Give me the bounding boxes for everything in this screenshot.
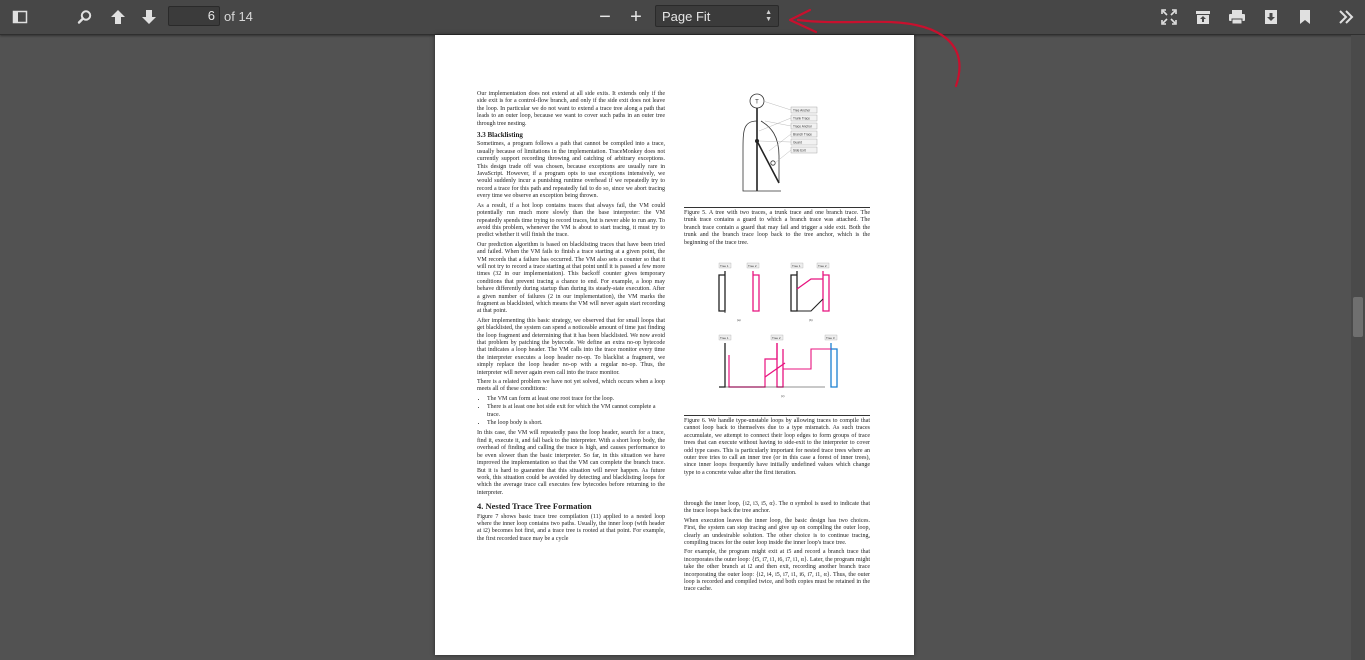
page-number-input[interactable]: 6 (168, 6, 220, 26)
paragraph: Our prediction algorithm is based on blacklisting traces that have been tried and failed. When the VM fails to finish a trace starting at a given point, the VM records that a failure has occurred. The VM also sets a counter so that it will not try to record a trace starting at that point until it is passed a few more times (32 in our implementation). This backoff counter gives temporary conditions that prevent tracing a chance to end. For example, a loop may behave differently during startup than during its steady-state execution. After a given number of failures (2 in our implementation), the VM marks the fragment as blacklisted, which means the VM will never again start recording at that point. (477, 241, 665, 315)
fullscreen-icon (1161, 9, 1177, 25)
find-button[interactable] (73, 6, 97, 28)
fig5-label: Branch Trace (793, 132, 812, 137)
zoom-in-button[interactable]: + (630, 5, 642, 28)
chevron-double-right-icon (1338, 9, 1354, 25)
pdf-page (435, 35, 914, 655)
fig6-sub-label: (a) (737, 318, 741, 322)
fig5-root-label: T (755, 99, 759, 106)
fig6-tree-label: Tree 3 (826, 335, 835, 340)
section-heading: 4. Nested Trace Tree Formation (477, 501, 592, 512)
paragraph: Sometimes, a program follows a path that cannot be compiled into a trace, usually because of limitations in the implementation. TraceMonkey does not currently support recording throwing and catching of arbitrary exceptions. This design trade off was chosen, because exceptions are usually rare in JavaScript. However, if a program opts to use exceptions intensively, we would suddenly incur a punishing runtime overhead if we repeatedly try to record a trace for this path and repeatedly fail to do so, since we abort tracing every time we observe an exception being thrown. (477, 141, 665, 200)
fig6-tree-label: Tree 1 (792, 263, 801, 268)
list-item: • The VM can form at least one root trace for the loop. (487, 396, 665, 403)
fig6-tree-label: Tree 2 (818, 263, 827, 268)
fig6-tree-label: Tree 2 (748, 263, 757, 268)
arrow-up-icon (110, 9, 126, 25)
fig5-label: Tree Anchor (793, 108, 811, 113)
next-page-button[interactable] (137, 6, 161, 28)
arrow-down-icon (141, 9, 157, 25)
sidebar-toggle-button[interactable] (8, 6, 32, 28)
paragraph: As a result, if a hot loop contains traces that always fail, the VM could potentially run much more slowly than the base interpreter: the VM repeatedly spends time trying to record traces, but is never able to run any. To avoid this problem, whenever the VM is about to start tracing, it must try to predict whether it will finish the trace. (477, 202, 665, 239)
paragraph: In this case, the VM will repeatedly pass the loop header, search for a trace, find it, execute it, and fall back to the interpreter. With a short loop body, the overhead of finding and calling the trace is high, and causes performance to be even slower than the basic interpreter. So far, in this situation we have improved the implementation so that the VM can complete the branch trace. But it is hard to guarantee that this situation will never happen. As future work, this situation could be avoided by detecting and blacklisting loops for which the average trace call executes few bytecodes before returning to the interpreter. (477, 430, 665, 496)
fig6-tree-label: Tree 1 (720, 335, 729, 340)
paragraph: through the inner loop, {i2, i3, i5, α}. The α symbol is used to indicate that the trace loops back the tree anchor. (684, 501, 870, 515)
open-file-button[interactable] (1191, 6, 1215, 28)
fig6-tree-label: Tree 1 (720, 263, 729, 268)
fig5-label: Trunk Trace (793, 116, 810, 121)
figure-6-diagram (715, 259, 865, 407)
vertical-scrollbar[interactable] (1351, 35, 1365, 660)
bullet-list (477, 396, 665, 428)
sidebar-toggle-icon (12, 9, 28, 25)
paragraph: Our implementation does not extend at all side exits. It extends only if the side exit is for a control-flow branch, and only if the side exit does not leave the loop. In particular we do not want to extend a trace tree along a path that leads to an outer loop, because we want to cover such paths in an outer tree through tree nesting. (477, 91, 665, 127)
scrollbar-thumb[interactable] (1353, 297, 1363, 337)
fig6-sub-label: (b) (809, 318, 813, 322)
previous-page-button[interactable] (106, 6, 130, 28)
paragraph: For example, the program might exit at i5 and record a branch trace that incorporates the outer loop: {i5, i7, i1, i6, i7, i1, α}. Later, the program might take the other branch at i2 and then exit, recording another branch trace incorporating the outer loop: {i2, i4, i5, i7, i1, i6, i7, i1, α}. Thus, the outer loop is recorded and compiled twice, and both copies must be retained in the trace cache. (684, 549, 870, 593)
search-icon (77, 9, 93, 25)
figure-5-caption: Figure 5. A tree with two traces, a trunk trace and one branch trace. The trunk trace contains a guard to which a branch trace was attached. The branch trace contain a guard that may fail and trigger a side exit. Both the trunk and the branch trace loop back to the tree anchor, which is the beginning of the trace tree. (684, 207, 870, 247)
left-text-column (477, 91, 665, 545)
paragraph: When execution leaves the inner loop, the basic design has two choices. First, the system can stop tracing and give up on compiling the outer loop, clearly an undesirable solution. The other choice is to continue tracing, compiling traces for the outer loop inside the inner loop's trace tree. (684, 517, 870, 547)
bookmark-button[interactable] (1293, 6, 1317, 28)
zoom-out-button[interactable]: − (599, 5, 611, 28)
open-file-icon (1195, 9, 1211, 25)
print-button[interactable] (1225, 6, 1249, 28)
section-heading: 3.3 Blacklisting (477, 131, 523, 140)
figure-6-caption: Figure 6. We handle type-unstable loops by allowing traces to compile that cannot loop back to themselves due to a type mismatch. As such traces accumulate, we attempt to connect their loop edges to form groups of trace trees that can execute without having to side-exit to the interpreter to cover odd type cases. This is particularly important for nested trace trees where an outer tree tries to call an inner tree (or in this case a forest of inner trees), since inner loops frequently have initially undefined values which change type to a concrete value after the first iteration. (684, 415, 870, 477)
list-item: • The loop body is short. (487, 420, 665, 427)
paragraph: There is a related problem we have not yet solved, which occurs when a loop meets all of these conditions: (477, 379, 665, 393)
zoom-select-value: Page Fit (662, 9, 711, 24)
fig6-tree-label: Tree 2 (772, 335, 781, 340)
fig6-sub-label: (c) (781, 394, 785, 398)
bookmark-icon (1298, 9, 1312, 25)
print-icon (1228, 9, 1246, 25)
fig5-label: Guard (793, 140, 802, 145)
page-count-label: of 14 (224, 9, 253, 24)
select-arrows-icon: ▲ ▼ (765, 9, 772, 23)
paragraph: Figure 7 shows basic trace tree compilation (11) applied to a nested loop where the inner loop contains two paths. Usually, the inner loop (with header at i2) becomes hot first, and a trace tree is rooted at that point. For example, the first recorded trace may be a cycle (477, 513, 665, 542)
fig5-label: Trace Anchor (793, 124, 812, 129)
right-text-column (684, 501, 870, 596)
paragraph: After implementing this basic strategy, we observed that for small loops that get blacklisted, the system can spend a noticeable amount of time just finding the loop fragment and determining that it has been blacklisted. We now avoid that problem by patching the bytecode. We define an extra no-op bytecode that indicates a loop header. The VM calls into the trace monitor every time the interpreter executes a loop header no-op. To blacklist a fragment, we simply replace the loop header no-op with a regular no-op. Thus, the interpreter will never again even call into the trace monitor. (477, 317, 665, 376)
presentation-mode-button[interactable] (1157, 6, 1181, 28)
figure-5-diagram (735, 91, 845, 197)
download-button[interactable] (1259, 6, 1283, 28)
fig5-label: Side Exit (793, 148, 806, 153)
tools-button[interactable] (1334, 6, 1358, 28)
download-icon (1263, 9, 1279, 25)
zoom-select[interactable] (655, 5, 779, 27)
pdf-toolbar (0, 0, 1365, 35)
list-item: • There is at least one hot side exit for which the VM cannot complete a trace. (487, 404, 665, 419)
